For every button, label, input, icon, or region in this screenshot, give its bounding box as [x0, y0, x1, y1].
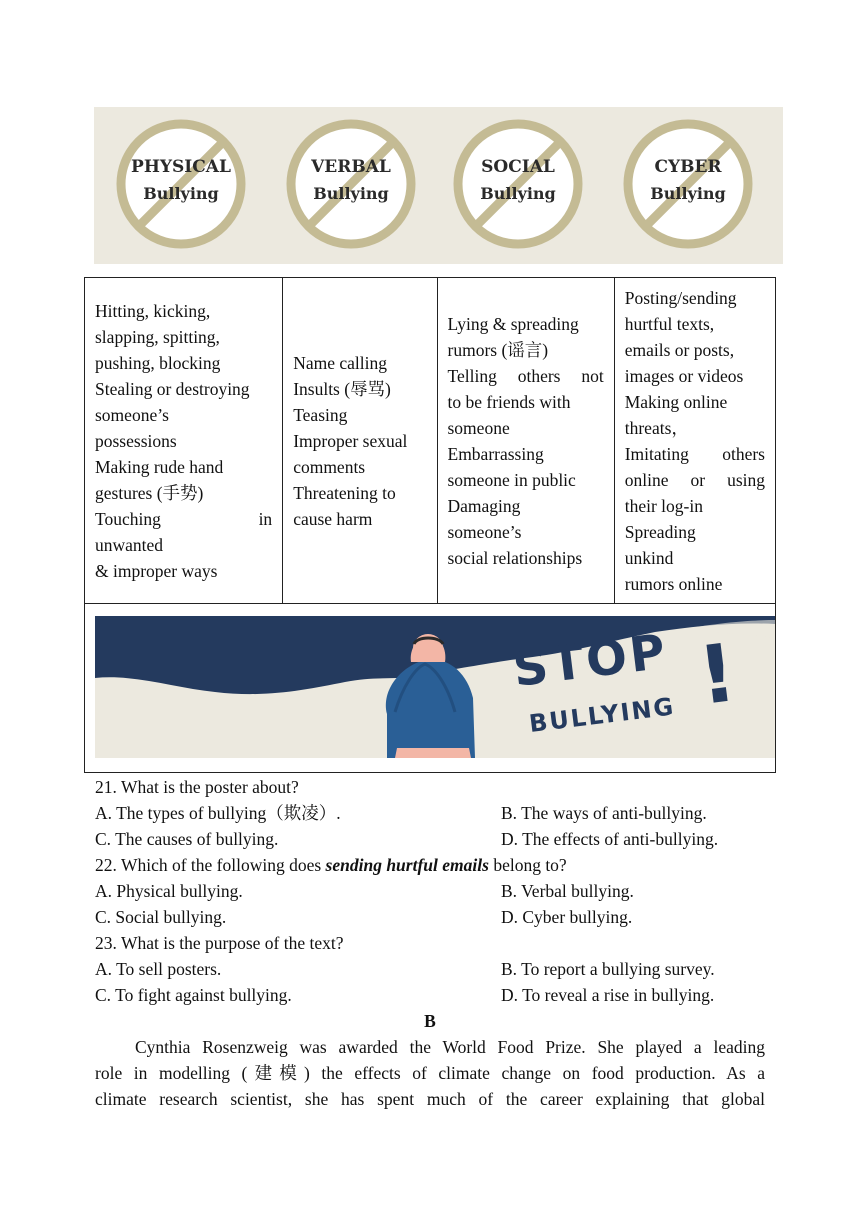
passage-line: role in modelling (建模) the effects of climate change on food production. As a	[95, 1063, 765, 1083]
badge-title: VERBAL	[311, 157, 391, 177]
question-number: 22.	[95, 855, 117, 875]
social-cell	[437, 278, 614, 604]
table-row	[85, 278, 776, 604]
option-b[interactable]: B. To report a bullying survey.	[501, 959, 715, 979]
question-21	[95, 774, 299, 800]
physical-cell	[85, 278, 283, 604]
cell-line: Insults (辱骂)	[293, 378, 391, 399]
cell-line: rumors online	[624, 573, 723, 594]
cell-line: cause harm	[293, 508, 373, 529]
cell-line: hurtful texts,	[624, 313, 715, 334]
badge-title: CYBER	[654, 157, 722, 177]
cyber-bullying-badge	[621, 117, 755, 251]
question-number: 23.	[95, 933, 117, 953]
cell-line: Lying & spreading	[447, 313, 579, 334]
question-text: What is the poster about?	[120, 777, 299, 797]
cell-line: unwanted	[95, 534, 164, 555]
option-b[interactable]: B. The ways of anti-bullying.	[501, 803, 707, 823]
passage-line: Cynthia Rosenzweig was awarded the World Food Prize. She played a leading	[135, 1037, 765, 1057]
cell-line: Making rude hand	[95, 456, 224, 477]
stop-word: STOP	[510, 623, 672, 698]
verbal-cell	[283, 278, 437, 604]
cell-line: & improper ways	[95, 560, 218, 581]
cell-line: gestures (手势)	[95, 482, 204, 503]
cell-line: Telling others not	[447, 365, 604, 386]
physical-bullying-badge	[114, 117, 248, 251]
cell-line: Embarrassing	[447, 443, 544, 464]
option-d[interactable]: D. To reveal a rise in bullying.	[501, 985, 715, 1005]
badge-title: PHYSICAL	[131, 157, 231, 177]
cell-line: someone’s	[447, 521, 522, 542]
stop-bullying-illustration	[95, 616, 775, 758]
passage-paragraph	[95, 1034, 765, 1112]
cell-line: Spreading	[624, 521, 696, 542]
question-text: Which of the following does	[120, 855, 326, 875]
cell-line: Posting/sending	[624, 287, 737, 308]
question-emphasis: sending hurtful emails	[325, 855, 489, 875]
bullying-types-banner	[94, 107, 783, 264]
bullying-word: BULLYING	[527, 692, 677, 738]
question-text: belong to?	[488, 855, 567, 875]
question-23	[95, 930, 344, 956]
cell-line: Making online	[624, 391, 728, 412]
cell-line: Touching in	[95, 508, 273, 529]
cell-line: social relationships	[447, 547, 583, 568]
question-text: What is the purpose of the text?	[120, 933, 344, 953]
cell-line: emails or posts,	[624, 339, 735, 360]
social-bullying-badge	[451, 117, 585, 251]
cell-line: to be friends with	[447, 391, 571, 412]
badge-subtitle: Bullying	[143, 184, 219, 203]
cell-line: rumors (谣言)	[447, 339, 549, 360]
cell-line: their log-in	[624, 495, 703, 516]
cell-line: Threatening to	[293, 482, 396, 503]
cell-line: slapping, spitting,	[95, 326, 220, 347]
verbal-bullying-badge	[284, 117, 418, 251]
stop-bullying-panel	[84, 602, 776, 773]
bullying-types-table	[84, 277, 776, 604]
cell-line: comments	[293, 456, 366, 477]
cell-line: threats，	[624, 417, 689, 438]
cell-line: Stealing or destroying	[95, 378, 250, 399]
question-number: 21.	[95, 777, 117, 797]
option-c[interactable]: C. The causes of bullying.	[95, 829, 279, 849]
cell-line: someone’s	[95, 404, 169, 425]
cell-line: Name calling	[293, 352, 387, 373]
cell-line: possessions	[95, 430, 177, 451]
cell-line: someone	[447, 417, 510, 438]
option-c[interactable]: C. To fight against bullying.	[95, 985, 292, 1005]
question-22	[95, 852, 567, 878]
badge-subtitle: Bullying	[650, 184, 726, 203]
badge-subtitle: Bullying	[313, 184, 389, 203]
option-c[interactable]: C. Social bullying.	[95, 907, 227, 927]
cell-line: Improper sexual	[293, 430, 408, 451]
option-a[interactable]: A. To sell posters.	[95, 959, 222, 979]
passage-line: climate research scientist, she has spent much of the career explaining that global	[95, 1089, 765, 1109]
cell-line: images or videos	[624, 365, 744, 386]
option-d[interactable]: D. Cyber bullying.	[501, 907, 633, 927]
cell-line: Damaging	[447, 495, 521, 516]
cell-line: Imitating others	[624, 443, 765, 464]
cyber-cell	[614, 278, 775, 604]
section-heading: B	[424, 1011, 436, 1031]
option-b[interactable]: B. Verbal bullying.	[501, 881, 634, 901]
cell-line: unkind	[624, 547, 674, 568]
option-a[interactable]: A. Physical bullying.	[95, 881, 243, 901]
badge-title: SOCIAL	[481, 157, 555, 177]
cell-line: pushing, blocking	[95, 352, 221, 373]
option-a[interactable]: A. The types of bullying（欺凌）.	[95, 803, 341, 823]
cell-line: online or using	[624, 469, 765, 490]
cell-line: Hitting, kicking,	[95, 300, 211, 321]
exclamation-mark: !	[693, 626, 742, 723]
cell-line: Teasing	[293, 404, 348, 425]
option-d[interactable]: D. The effects of anti-bullying.	[501, 829, 719, 849]
cell-line: someone in public	[447, 469, 576, 490]
badge-subtitle: Bullying	[480, 184, 556, 203]
